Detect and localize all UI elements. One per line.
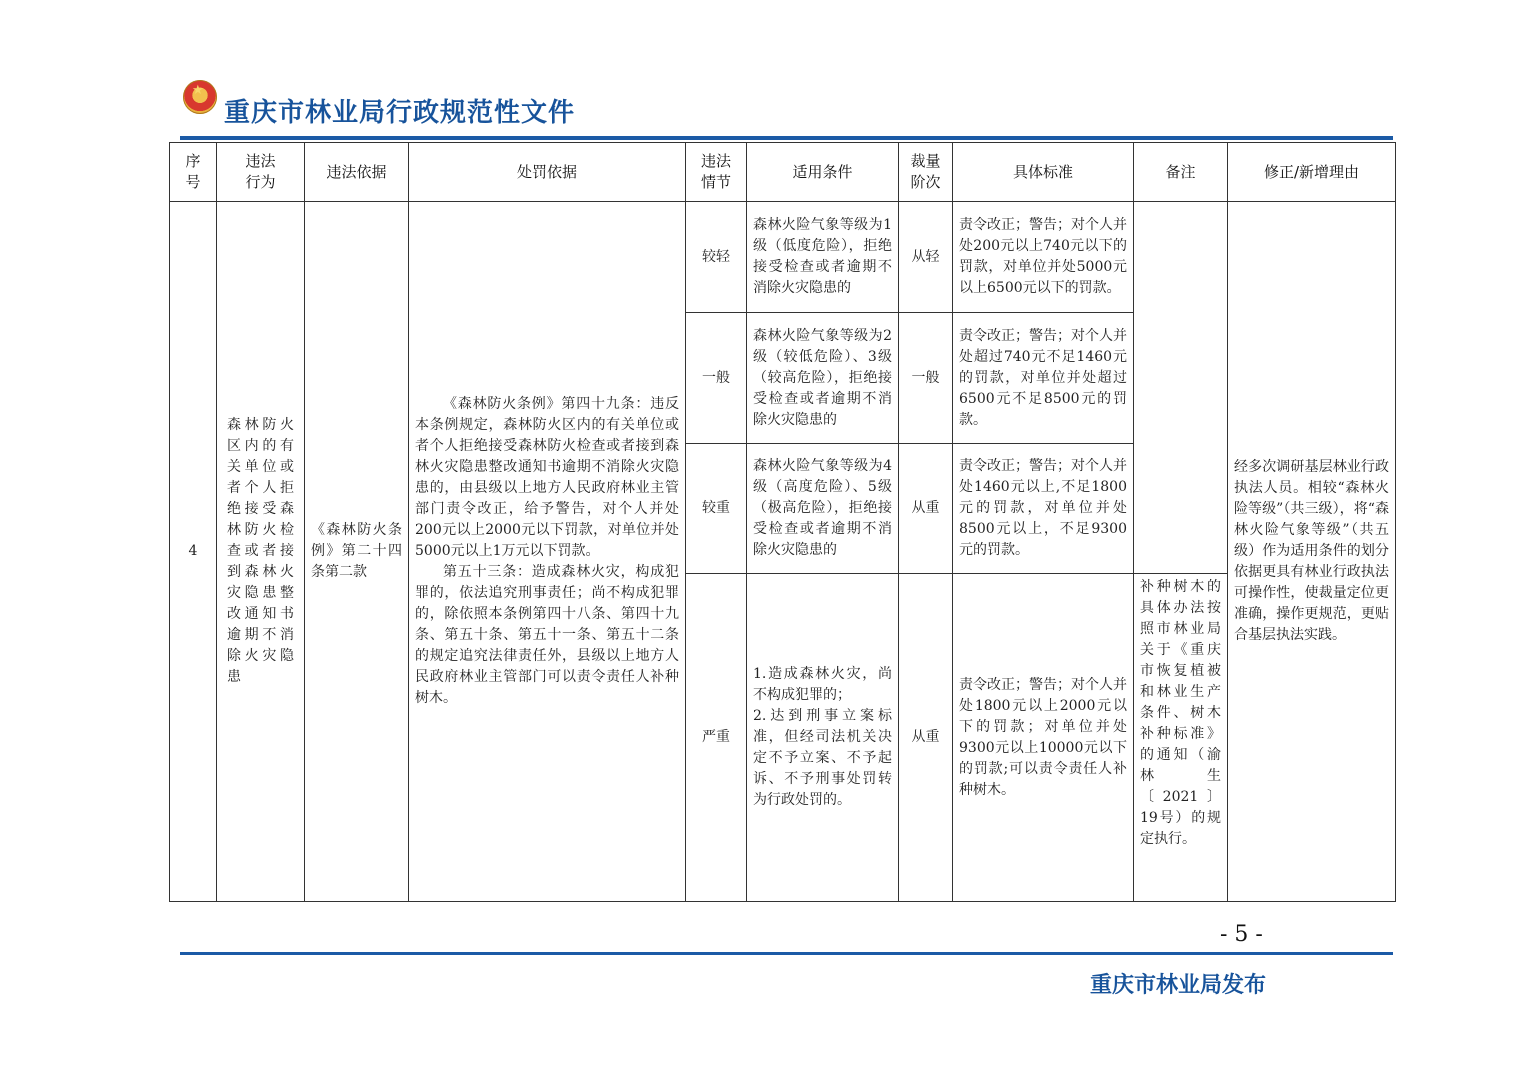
row-number: 4 <box>170 202 217 902</box>
condition-severe-item: 1.造成森林火灾，尚不构成犯罪的； <box>753 666 892 703</box>
circumstance-light: 较轻 <box>686 202 747 313</box>
condition-light: 森林火险气象等级为1级（低度危险），拒绝接受检查或者逾期不消除火灾隐患的 <box>747 202 899 313</box>
penalty-basis <box>409 202 686 902</box>
note-empty <box>1134 202 1228 574</box>
discretion-standard-table <box>169 142 1396 902</box>
violation-basis: 《森林防火条例》第二十四条第二款 <box>305 202 409 902</box>
national-emblem-icon <box>183 80 217 114</box>
level-severe: 从重 <box>899 574 953 902</box>
header-reason: 修正/新增理由 <box>1228 143 1396 202</box>
standard-heavy: 责令改正；警告；对个人并处1460元以上,不足1800元的罚款，对单位并处8500元以上，不足9300元的罚款。 <box>953 444 1134 574</box>
header-standard: 具体标准 <box>953 143 1134 202</box>
standard-light: 责令改正；警告；对个人并处200元以上740元以下的罚款，对单位并处5000元以上6500元以下的罚款。 <box>953 202 1134 313</box>
document-header <box>180 78 1395 148</box>
standard-general: 责令改正；警告；对个人并处超过740元不足1460元的罚款，对单位并处超过6500元不足8500元的罚款。 <box>953 313 1134 444</box>
page-number: - 5 - <box>1220 922 1263 947</box>
header-condition: 适用条件 <box>747 143 899 202</box>
level-general: 一般 <box>899 313 953 444</box>
penalty-basis-article-53: 第五十三条：造成森林火灾，构成犯罪的，依法追究刑事责任；尚不构成犯罪的，除依照本条例第四十八条、第四十九条、第五十条、第五十一条、第五十二条的规定追究法律责任外，县级以上地方人民政府林业主管部门可以责令责任人补种树木。 <box>415 564 679 706</box>
condition-severe <box>747 574 899 902</box>
circumstance-severe: 严重 <box>686 574 747 902</box>
header-divider <box>180 136 1393 140</box>
footer-divider <box>180 952 1393 955</box>
publisher: 重庆市林业局发布 <box>1090 973 1267 998</box>
condition-severe-item: 2.达到刑事立案标准，但经司法机关决定不予立案、不予起诉、不予刑事处罚转为行政处罚的。 <box>753 708 892 808</box>
circumstance-heavy: 较重 <box>686 444 747 574</box>
header-note: 备注 <box>1134 143 1228 202</box>
table-header-row <box>170 143 1396 202</box>
document-title: 重庆市林业局行政规范性文件 <box>224 98 576 128</box>
circumstance-general: 一般 <box>686 313 747 444</box>
header-level: 裁量 阶次 <box>899 143 953 202</box>
header-circumstance: 违法 情节 <box>686 143 747 202</box>
penalty-basis-article-49: 《森林防火条例》第四十九条：违反本条例规定，森林防火区内的有关单位或者个人拒绝接受森林防火检查或者接到森林火灾隐患整改通知书逾期不消除火灾隐患的，由县级以上地方人民政府林业主管部门责令改正，给予警告，对个人并处200元以上2000元以下罚款，对单位并处5000元以上1万元以下罚款。 <box>415 396 679 559</box>
standard-severe: 责令改正；警告；对个人并处1800元以上2000元以下的罚款；对单位并处9300元以上10000元以下的罚款;可以责令责任人补种树木。 <box>953 574 1134 902</box>
header-basis: 违法依据 <box>305 143 409 202</box>
level-light: 从轻 <box>899 202 953 313</box>
condition-heavy: 森林火险气象等级为4级（高度危险）、5级（极高危险），拒绝接受检查或者逾期不消除火灾隐患的 <box>747 444 899 574</box>
header-behavior: 违法 行为 <box>217 143 305 202</box>
table-row <box>170 202 1396 313</box>
level-heavy: 从重 <box>899 444 953 574</box>
header-seq: 序 号 <box>170 143 217 202</box>
revision-reason: 经多次调研基层林业行政执法人员。相较“森林火险等级”（共三级），将“森林火险气象等级”（共五级）作为适用条件的划分依据更具有林业行政执法可操作性，使裁量定位更准确，操作更规范，更贴合基层执法实践。 <box>1228 202 1396 902</box>
condition-general: 森林火险气象等级为2级（较低危险）、3级（较高危险），拒绝接受检查或者逾期不消除火灾隐患的 <box>747 313 899 444</box>
violation-behavior: 森林防火区内的有关单位或者个人拒绝接受森林防火检查或者接到森林火灾隐患整改通知书逾期不消除火灾隐患 <box>217 202 305 902</box>
note-severe: 补种树木的具体办法按照市林业局关于《重庆市恢复植被和林业生产条件、树木补种标准》的通知（渝林生〔2021〕19号）的规定执行。 <box>1134 574 1228 902</box>
header-penalty-basis: 处罚依据 <box>409 143 686 202</box>
